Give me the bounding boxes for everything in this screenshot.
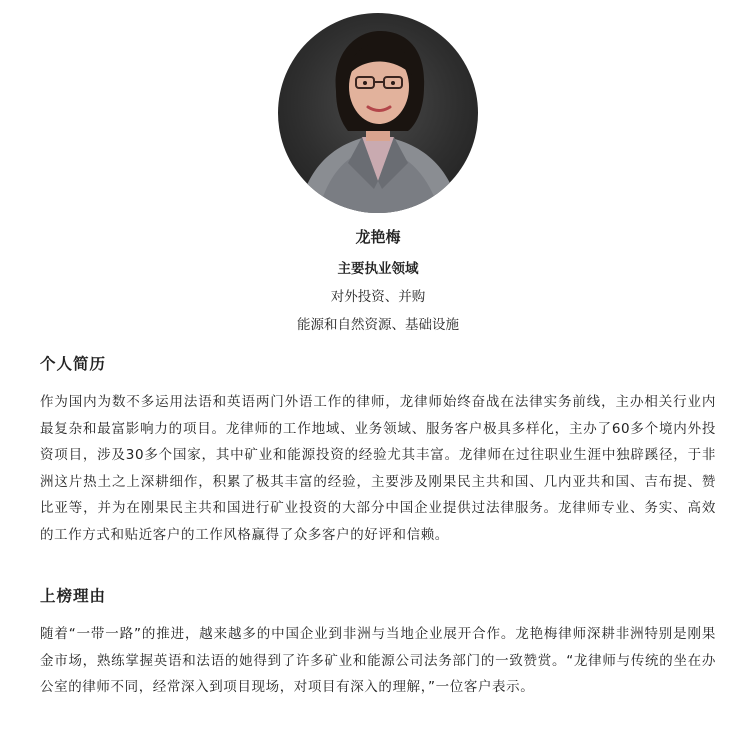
practice-area-item: 对外投资、并购 <box>330 289 426 305</box>
practice-area-item: 能源和自然资源、基础设施 <box>297 317 459 333</box>
bio-heading: 个人简历 <box>40 355 107 373</box>
reason-heading: 上榜理由 <box>40 587 107 605</box>
portrait-photo <box>278 13 478 213</box>
reason-paragraph: 随着“一带一路”的推进，越来越多的中国企业到非洲与当地企业展开合作。龙艳梅律师深耕非洲特别是刚果金市场，熟练掌握英语和法语的她得到了许多矿业和能源公司法务部门的一致赞赏。“龙律师与传统的坐在办公室的律师不同，经常深入到项目现场，对项目有深入的理解，”一位客户表示。 <box>40 626 716 695</box>
lawyer-name: 龙艳梅 <box>355 228 401 246</box>
practice-areas-label: 主要执业领域 <box>337 261 419 277</box>
bio-paragraph: 作为国内为数不多运用法语和英语两门外语工作的律师，龙律师始终奋战在法律实务前线，主办相关行业内最复杂和最富影响力的项目。龙律师的工作地域、业务领域、服务客户极具多样化，主办了60多个境内外投资项目，涉及30多个国家，其中矿业和能源投资的经验尤其丰富。龙律师在过往职业生涯中独辟蹊径，于非洲这片热土之上深耕细作，积累了极其丰富的经验，主要涉及刚果民主共和国、几内亚共和国、吉布提、赞比亚等，并为在刚果民主共和国进行矿业投资的大部分中国企业提供过法律服务。龙律师专业、务实、高效的工作方式和贴近客户的工作风格赢得了众多客户的好评和信赖。 <box>40 394 716 543</box>
avatar <box>278 13 478 213</box>
